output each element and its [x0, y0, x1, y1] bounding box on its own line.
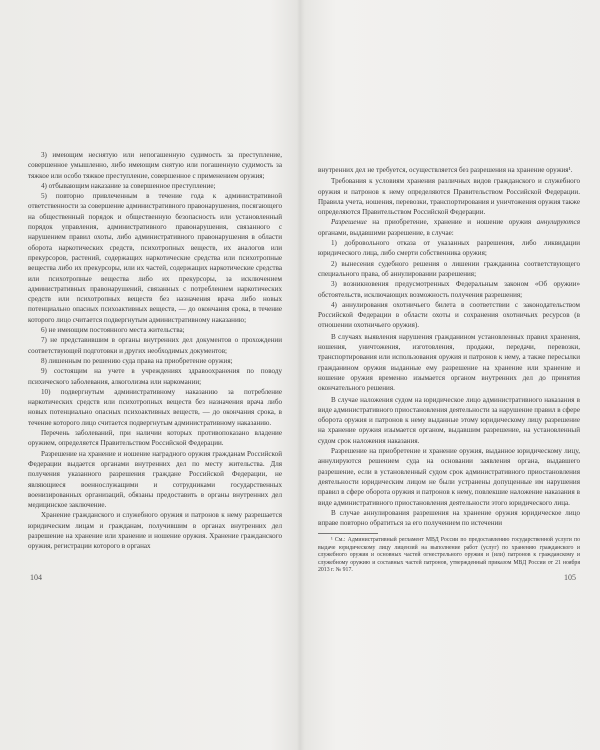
paragraph: 9) состоящим на учете в учреждениях здравоохранения по поводу психического заболевания, алкоголизма или наркомании;	[28, 367, 282, 386]
paragraph: В случае наложения судом на юридическое лицо административного наказания в виде административного приостановления деятельности за нарушение правил в сфере оборота оружия и патронов к нему выданные этому юридическому лицу разрешение на хранение оружия изымается органом, выдавшим разрешение, на установленный судом срок наложения наказания.	[318, 395, 580, 445]
list-item: 1) добровольного отказа от указанных разрешения, либо ликвидации юридического лица, либо смерти собственника оружия;	[318, 239, 580, 258]
paragraph: 3) имеющим неснятую или непогашенную судимость за преступление, совершенное умышленно, либо имеющим снятую или погашенную судимость за тяжкое или особо тяжкое преступление, совершенное с применением оружия;	[28, 151, 282, 180]
paragraph: Разрешение на приобретение и хранение оружия, выданное юридическому лицу, аннулируются решением суда на основании заявления органа, выдавшего разрешение, если в установленный судом срок административного приостановления деятельности юридическим лицом не были устранены допущенные им нарушения правил в сфере оборота оружия и патронов к нему, повлекшие наложение наказания в виде административного приостановления деятельности этого юридического лица.	[318, 447, 580, 507]
right-page-text	[318, 165, 580, 605]
paragraph: Разрешение на хранение и ношение наградного оружия гражданам Российской Федерации выдается органами внутренних дел по месту жительства. Для получения указанного разрешения граждане Российской Федерации, не являющиеся военнослужащими и сотрудниками государственных военизированных организаций, обязаны предоставить в органы внутренних дел медицинское заключение.	[28, 449, 282, 510]
italic-term: аннулируются	[536, 218, 580, 227]
paragraph: Требования к условиям хранения различных видов гражданского и служебного оружия и патронов к нему определяются Правительством Российской Федерации. Правила учета, ношения, перевозки, транспортирования и уничтожения оружия также определяются Правительством Российской Федерации.	[318, 177, 580, 217]
left-page-number: 104	[30, 573, 42, 582]
paragraph: 6) не имеющим постоянного места жительства;	[41, 326, 185, 335]
text-span: органами, выдавшими разрешение, в случае:	[318, 228, 454, 237]
paragraph: внутренних дел не требуется, осуществляется без разрешения на хранение оружия¹.	[318, 166, 573, 174]
paragraph: 7) не представившим в органы внутренних дел документов о прохождении соответствующей подготовки и других необходимых документов;	[28, 336, 282, 355]
list-item: 3) возникновения предусмотренных Федеральным законом «Об оружии» обстоятельств, исключающих возможность получения разрешения;	[318, 280, 580, 299]
paragraph: Хранение гражданского и служебного оружия и патронов к нему разрешается юридическим лицам и гражданам, получившим в органах внутренних дел разрешение на хранение или хранение и ношение оружия. Хранение гражданского оружия, регистрации которого в органах	[28, 511, 282, 551]
text-span: на приобретение, хранение и ношение оружия	[366, 218, 537, 227]
right-page-number: 105	[564, 573, 576, 582]
paragraph: В случае аннулирования разрешения на хранение оружия юридическое лицо вправе повторно обратиться за его получением по истечении	[318, 508, 580, 528]
footnote-divider	[318, 533, 378, 534]
left-page-text	[28, 150, 282, 590]
paragraph: 4) отбывающим наказание за совершенное преступление;	[41, 181, 216, 190]
paragraph: Перечень заболеваний, при наличии которых противопоказано владение оружием, определяется Правительством Российской Федерации.	[28, 429, 282, 448]
paragraph	[318, 217, 580, 238]
list-item: 4) аннулирования охотничьего билета в соответствии с законодательством Российской Федерации в области охоты и сохранения охотничьих ресурсов (в отношении охотничьего оружия).	[318, 300, 580, 330]
paragraph: 10) подвергнутым административному наказанию за потребление наркотических средств или психотропных веществ без назначения врача либо новых потенциально опасных психоактивных веществ, — до окончания срока, в течение которого лицо считается подвергнутым административному наказанию.	[28, 387, 282, 427]
paragraph: В случаях выявления нарушения гражданином установленных правил хранения, ношения, уничтожения, изготовления, продажи, передачи, перевозки, транспортирования или использования оружия и патронов к нему, а также пересылки гражданином оружия выданные ему разрешение на хранение или хранение и ношение оружия временно изымается органом внутренних дел до принятия окончательного решения.	[318, 332, 580, 393]
paragraph: 5) повторно привлеченным в течение года к административной ответственности за совершение административного правонарушения, посягающего на общественный порядок и общественную безопасность или установленный порядок управления, административного правонарушения, связанного с нарушением правил охоты, либо административного правонарушения в области оборота наркотических средств, психотропных веществ, их аналогов или прекурсоров, растений, содержащих наркотические средства или психотропные вещества либо их прекурсоры, или их частей, содержащих наркотические средства или психотропные вещества либо их прекурсоры, за исключением административных правонарушений, связанных с потреблением наркотических средств или психотропных веществ без назначения врача либо новых потенциально опасных психоактивных веществ, — до окончания срока, в течение которого лицо считается подвергнутым административному наказанию;	[28, 192, 282, 324]
list-item: 2) вынесения судебного решения о лишении гражданина соответствующего специального права, об аннулировании разрешения;	[318, 259, 580, 278]
footnote: ¹ См.: Административный регламент МВД России по предоставлению государственной услуги по выдаче юридическому лицу лицензий на выполнение работ (услуг) по хранению гражданского и служебного оружия и основных частей огнестрельного оружия и (или) патронов к гражданскому и служебному оружию и составных частей патронов, утвержденный приказом МВД России от 21 ноября 2013 г. № 917.	[318, 537, 580, 574]
paragraph: 8) лишенным по решению суда права на приобретение оружия;	[41, 356, 233, 365]
italic-term: Разрешение	[331, 218, 367, 227]
